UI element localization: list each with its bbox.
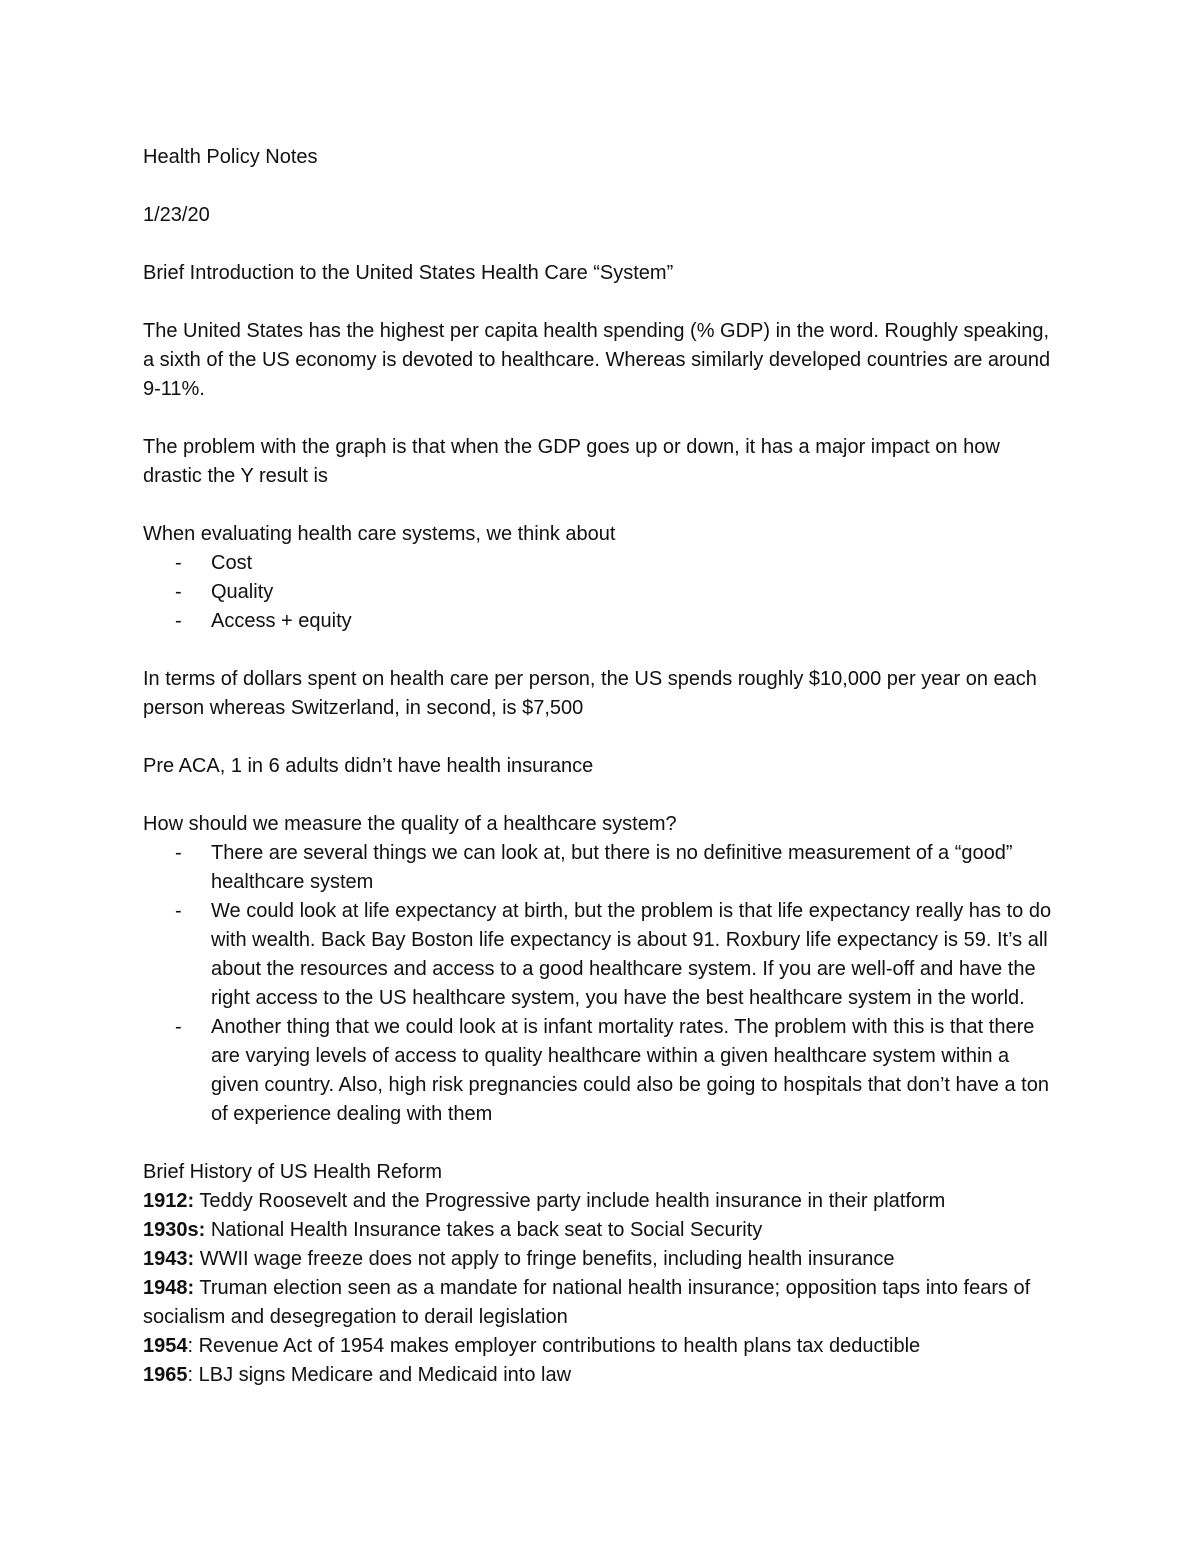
spacer bbox=[143, 636, 1058, 665]
dash-bullet: - bbox=[175, 842, 182, 864]
spacer bbox=[143, 288, 1058, 317]
timeline-year: 1943: bbox=[143, 1248, 195, 1270]
document-page bbox=[143, 143, 1058, 1390]
spacer bbox=[143, 230, 1058, 259]
list-item-text: We could look at life expectancy at birth, but the problem is that life expectancy really has to do with wealth. Back Bay Boston life expectancy is about 91. Roxbury life expectancy is 59. It’s all about the resources and access to a good healthcare system. If you are well-off and have the right access to the US healthcare system, you have the best healthcare system in the world. bbox=[211, 900, 1052, 1009]
quality-list bbox=[143, 839, 1058, 1129]
timeline-year: 1948: bbox=[143, 1277, 195, 1299]
paragraph-spending: The United States has the highest per capita health spending (% GDP) in the word. Roughly speaking, a sixth of the US economy is devoted to healthcare. Whereas similarly developed countries are around 9-11%. bbox=[143, 320, 1051, 400]
history-heading: Brief History of US Health Reform bbox=[143, 1161, 442, 1183]
list-item-text: Quality bbox=[211, 581, 274, 603]
timeline-text: : Revenue Act of 1954 makes employer contributions to health plans tax deductible bbox=[187, 1335, 921, 1357]
evaluating-list bbox=[143, 549, 1058, 636]
quality-question: How should we measure the quality of a healthcare system? bbox=[143, 813, 677, 835]
timeline-entry bbox=[143, 1361, 1058, 1390]
timeline-text: Truman election seen as a mandate for national health insurance; opposition taps into fears of socialism and desegregation to derail legislation bbox=[143, 1277, 1031, 1328]
timeline-text: WWII wage freeze does not apply to fringe benefits, including health insurance bbox=[194, 1248, 895, 1270]
paragraph-dollars: In terms of dollars spent on health care per person, the US spends roughly $10,000 per year on each person whereas Switzerland, in second, is $7,500 bbox=[143, 668, 1037, 719]
paragraph-aca: Pre ACA, 1 in 6 adults didn’t have health insurance bbox=[143, 755, 594, 777]
list-item bbox=[143, 549, 1058, 578]
doc-date: 1/23/20 bbox=[143, 204, 210, 226]
timeline-text: : LBJ signs Medicare and Medicaid into law bbox=[187, 1364, 572, 1386]
dash-bullet: - bbox=[175, 1016, 182, 1038]
doc-title: Health Policy Notes bbox=[143, 146, 318, 168]
timeline-entry bbox=[143, 1216, 1058, 1245]
paragraph-graph: The problem with the graph is that when the GDP goes up or down, it has a major impact on how drastic the Y result is bbox=[143, 436, 1000, 487]
list-item bbox=[143, 839, 1058, 897]
list-item bbox=[143, 897, 1058, 1013]
timeline-entry bbox=[143, 1274, 1058, 1332]
timeline-text: National Health Insurance takes a back seat to Social Security bbox=[205, 1219, 763, 1241]
spacer bbox=[143, 781, 1058, 810]
list-item-text: Another thing that we could look at is infant mortality rates. The problem with this is that there are varying levels of access to quality healthcare within a given healthcare system within a given country. Also, high risk pregnancies could also be going to hospitals that don’t have a ton of experience dealing with them bbox=[211, 1016, 1049, 1125]
timeline-text: Teddy Roosevelt and the Progressive party include health insurance in their platform bbox=[194, 1190, 946, 1212]
list-item bbox=[143, 607, 1058, 636]
spacer bbox=[143, 1129, 1058, 1158]
list-item bbox=[143, 578, 1058, 607]
timeline-year: 1954 bbox=[143, 1335, 188, 1357]
spacer bbox=[143, 404, 1058, 433]
spacer bbox=[143, 491, 1058, 520]
evaluating-intro: When evaluating health care systems, we think about bbox=[143, 523, 616, 545]
list-item-text: Access + equity bbox=[211, 610, 352, 632]
spacer bbox=[143, 723, 1058, 752]
timeline-year: 1912: bbox=[143, 1190, 195, 1212]
list-item bbox=[143, 1013, 1058, 1129]
timeline-year: 1930s: bbox=[143, 1219, 206, 1241]
history-timeline bbox=[143, 1187, 1058, 1390]
list-item-text: There are several things we can look at, but there is no definitive measurement of a “good” healthcare system bbox=[211, 842, 1013, 893]
dash-bullet: - bbox=[175, 610, 182, 632]
dash-bullet: - bbox=[175, 552, 182, 574]
timeline-entry bbox=[143, 1245, 1058, 1274]
timeline-entry bbox=[143, 1187, 1058, 1216]
list-item-text: Cost bbox=[211, 552, 253, 574]
timeline-year: 1965 bbox=[143, 1364, 188, 1386]
section-heading-intro: Brief Introduction to the United States Health Care “System” bbox=[143, 262, 674, 284]
dash-bullet: - bbox=[175, 581, 182, 603]
dash-bullet: - bbox=[175, 900, 182, 922]
spacer bbox=[143, 172, 1058, 201]
timeline-entry bbox=[143, 1332, 1058, 1361]
